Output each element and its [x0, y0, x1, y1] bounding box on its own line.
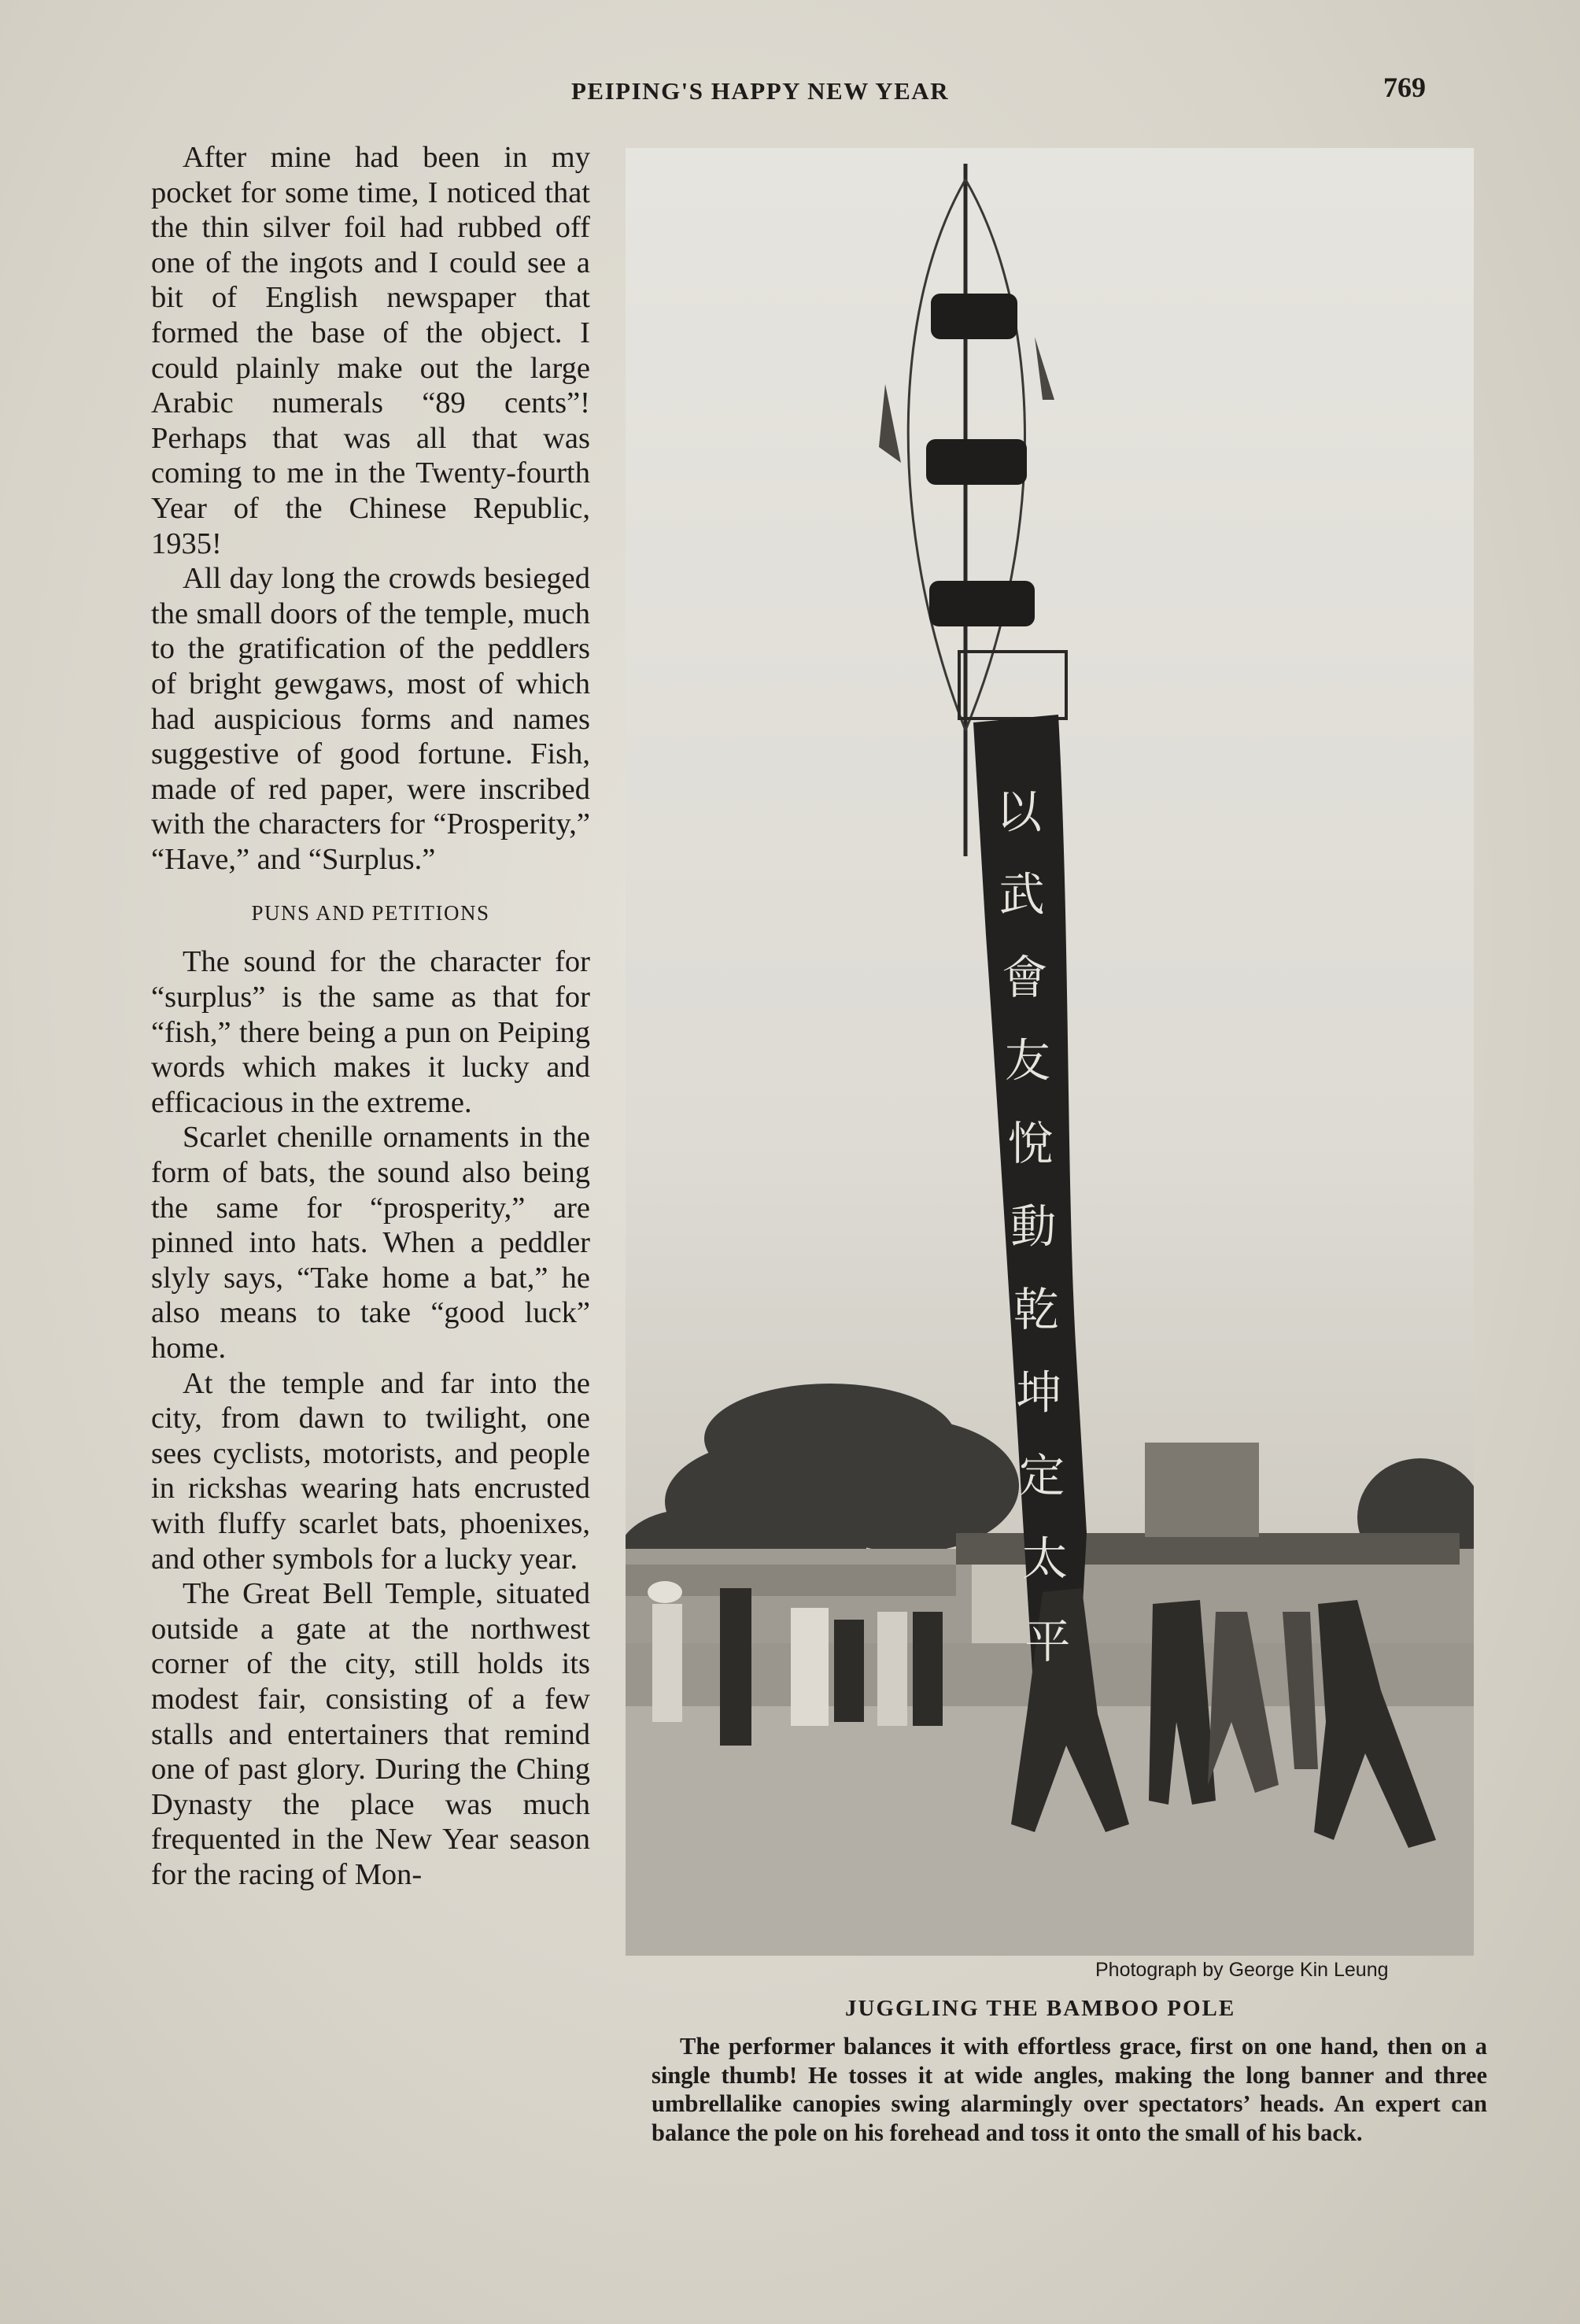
photo-illustration	[626, 148, 1474, 1956]
banner-character: 武	[999, 867, 1045, 922]
banner-character: 太	[1021, 1531, 1068, 1586]
article-paragraph: At the temple and far into the city, from dawn to twilight, one sees cyclists, motorists, and people in rickshas wearing hats encrusted with fluffy scarlet bats, phoenixes, and other symbols for a lucky year.	[151, 1366, 590, 1576]
article-column	[151, 140, 590, 1893]
article-paragraph: Scarlet chenille ornaments in the form of bats, the sound also being the same for “prosperity,” are pinned into hats. When a peddler slyly says, “Take home a bat,” he also means to take “good luck” home.	[151, 1121, 590, 1365]
article-paragraph: The sound for the character for “surplus” is the same as that for “fish,” there being a pun on Peiping words which makes it lucky and efficacious in the extreme.	[151, 945, 590, 1119]
banner-character: 平	[1024, 1614, 1071, 1668]
article-paragraph: The Great Bell Temple, situated outside a gate at the northwest corner of the city, still holds its modest fair, consisting of a few stalls and entertainers that remind one of past glory. During the Ching Dynasty the place was much frequented in the New Year season for the racing of Mon-	[151, 1577, 590, 1891]
section-subheading: PUNS AND PETITIONS	[251, 901, 490, 926]
page-number: 769	[1383, 72, 1426, 103]
banner-character: 定	[1019, 1448, 1065, 1502]
banner-character: 會	[1002, 951, 1048, 1005]
banner-character: 友	[1004, 1033, 1050, 1088]
caption-body	[652, 2032, 1487, 2147]
banner-character: 以	[995, 785, 1043, 839]
caption-text: The performer balances it with effortless grace, first on one hand, then on a single thumb! He tosses it at wide angles, making the long banner and three umbrellalike canopies swing alarmingly over spectators’ heads. An expert can balance the pole on his forehead and toss it onto the small of his back.	[652, 2033, 1487, 2146]
banner-character: 動	[1010, 1199, 1057, 1254]
article-paragraph: After mine had been in my pocket for some time, I noticed that the thin silver foil had rubbed off one of the ingots and I could see a bit of English newspaper that formed the base of the object. I could plainly make out the large Arabic numerals “89 cents”! Perhaps that was all that was coming to me in the Twenty-fourth Year of the Chinese Republic, 1935!	[151, 141, 590, 560]
bamboo-pole-photograph	[626, 148, 1474, 1956]
article-paragraph: All day long the crowds besieged the small doors of the temple, much to the gratification of the peddlers of bright gewgaws, most of which had auspicious forms and names suggestive of good fortune. Fish, made of red paper, were inscribed with the characters for “Prosperity,” “Have,” and “Surplus.”	[151, 562, 590, 876]
photo-credit: Photograph by George Kin Leung	[1095, 1959, 1389, 1981]
running-head: PEIPING'S HAPPY NEW YEAR	[571, 77, 950, 105]
banner-character: 乾	[1013, 1283, 1059, 1336]
caption-title: JUGGLING THE BAMBOO POLE	[845, 1996, 1236, 2021]
banner-character: 坤	[1016, 1365, 1062, 1420]
banner-character: 悅	[1007, 1117, 1054, 1171]
